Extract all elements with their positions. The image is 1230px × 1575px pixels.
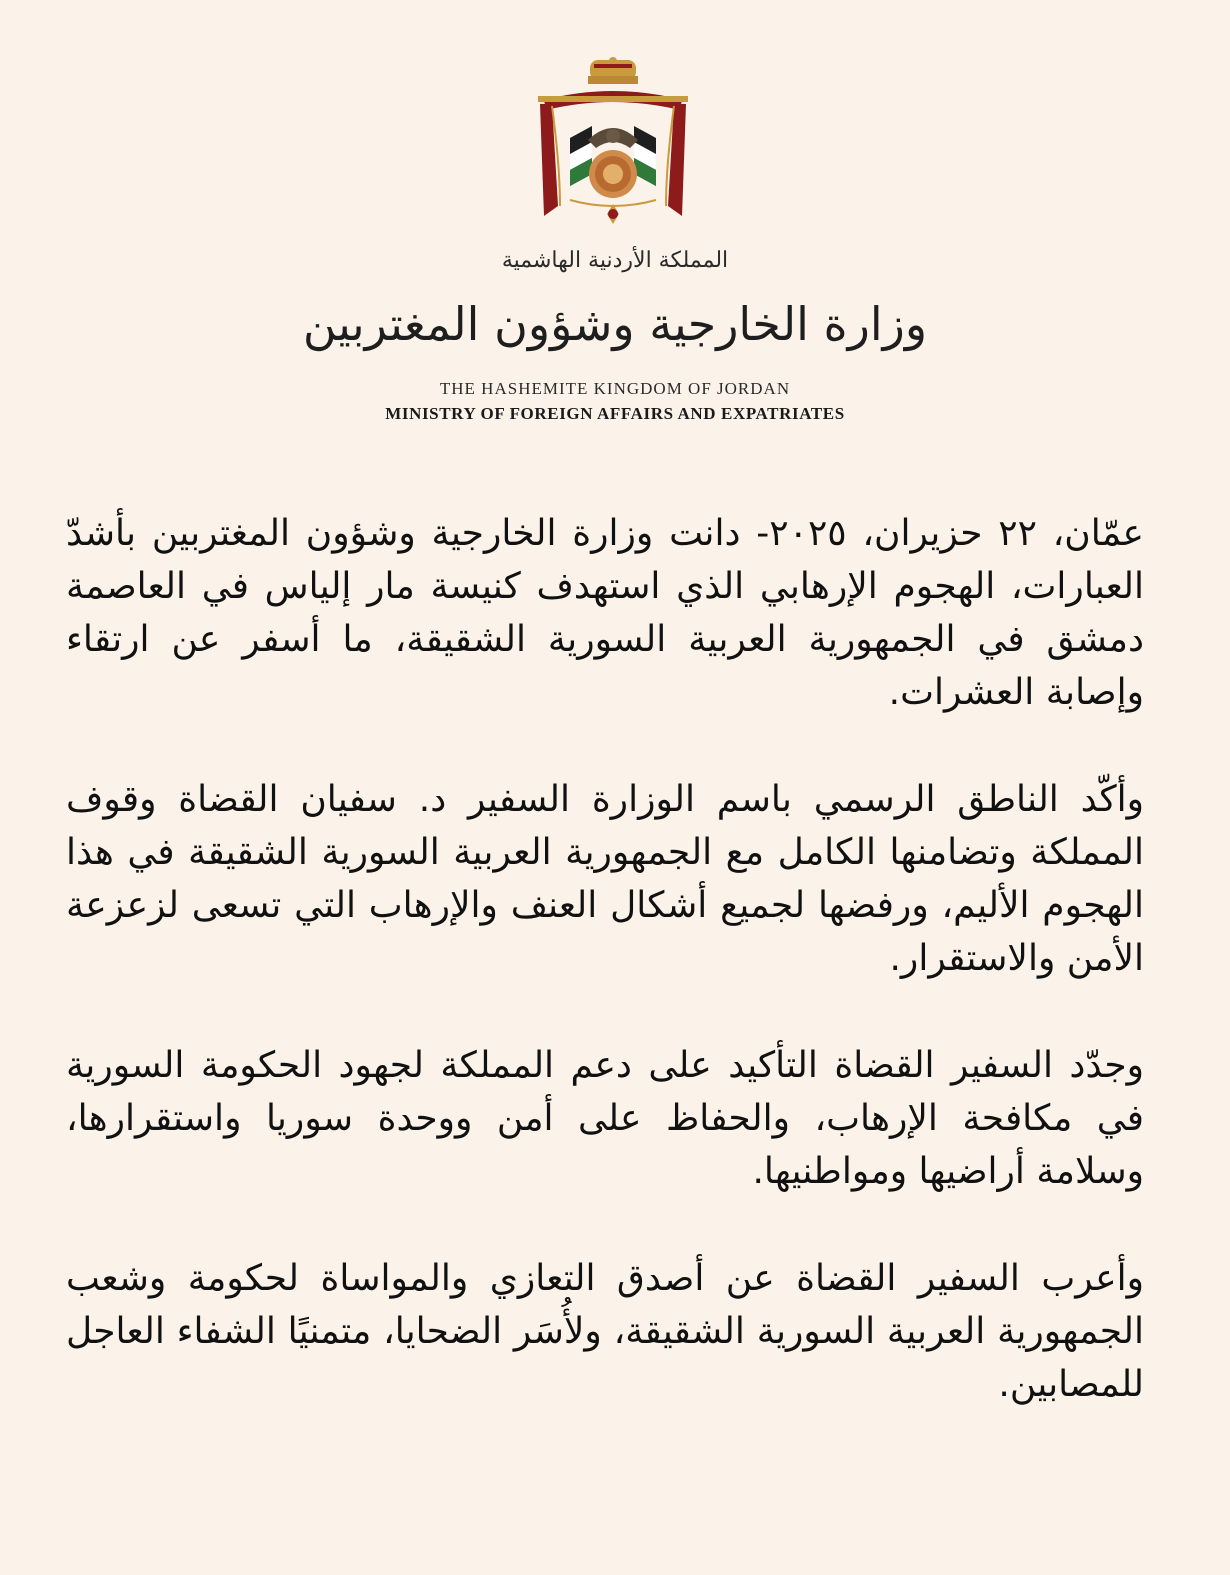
ministry-name-arabic: وزارة الخارجية وشؤون المغتربين: [302, 297, 928, 351]
jordan-coat-of-arms-icon: [530, 56, 696, 232]
letterhead: [0, 0, 1230, 440]
crown-icon: [588, 57, 638, 84]
statement-paragraph: عمّان، ٢٢ حزيران، ٢٠٢٥- دانت وزارة الخارجية وشؤون المغتربين بأشدّ العبارات، الهجوم الإرهابي الذي استهدف كنيسة مار إلياس في العاصمة دمشق في الجمهورية العربية السورية الشقيقة، ما أسفر عن ارتقاء وإصابة العشرات.: [66, 513, 1145, 713]
statement-paragraph: وأكّد الناطق الرسمي باسم الوزارة السفير د. سفيان القضاة وقوف المملكة وتضامنها الكامل مع الجمهورية العربية السورية الشقيقة في هذا الهجوم الأليم، ورفضها لجميع أشكال العنف والإرهاب التي تسعى لزعزعة الأمن والاستقرار.: [66, 779, 1144, 979]
statement-paragraph: وجدّد السفير القضاة التأكيد على دعم المملكة لجهود الحكومة السورية في مكافحة الإرهاب، والحفاظ على أمن ووحدة سوريا واستقرارها، وسلامة أراضيها ومواطنيها.: [66, 1045, 1144, 1192]
kingdom-name-english: THE HASHEMITE KINGDOM OF JORDAN: [439, 379, 791, 398]
ministry-name-english: MINISTRY OF FOREIGN AFFAIRS AND EXPATRIATES: [385, 404, 845, 423]
kingdom-name-arabic: المملكة الأردنية الهاشمية: [501, 248, 729, 273]
press-statement: [66, 507, 1144, 1465]
statement-paragraph: وأعرب السفير القضاة عن أصدق التعازي والمواساة لحكومة وشعب الجمهورية العربية السورية الشقيقة، ولأُسَر الضحايا، متمنيًا الشفاء العاجل للمصابين.: [66, 1258, 1144, 1405]
